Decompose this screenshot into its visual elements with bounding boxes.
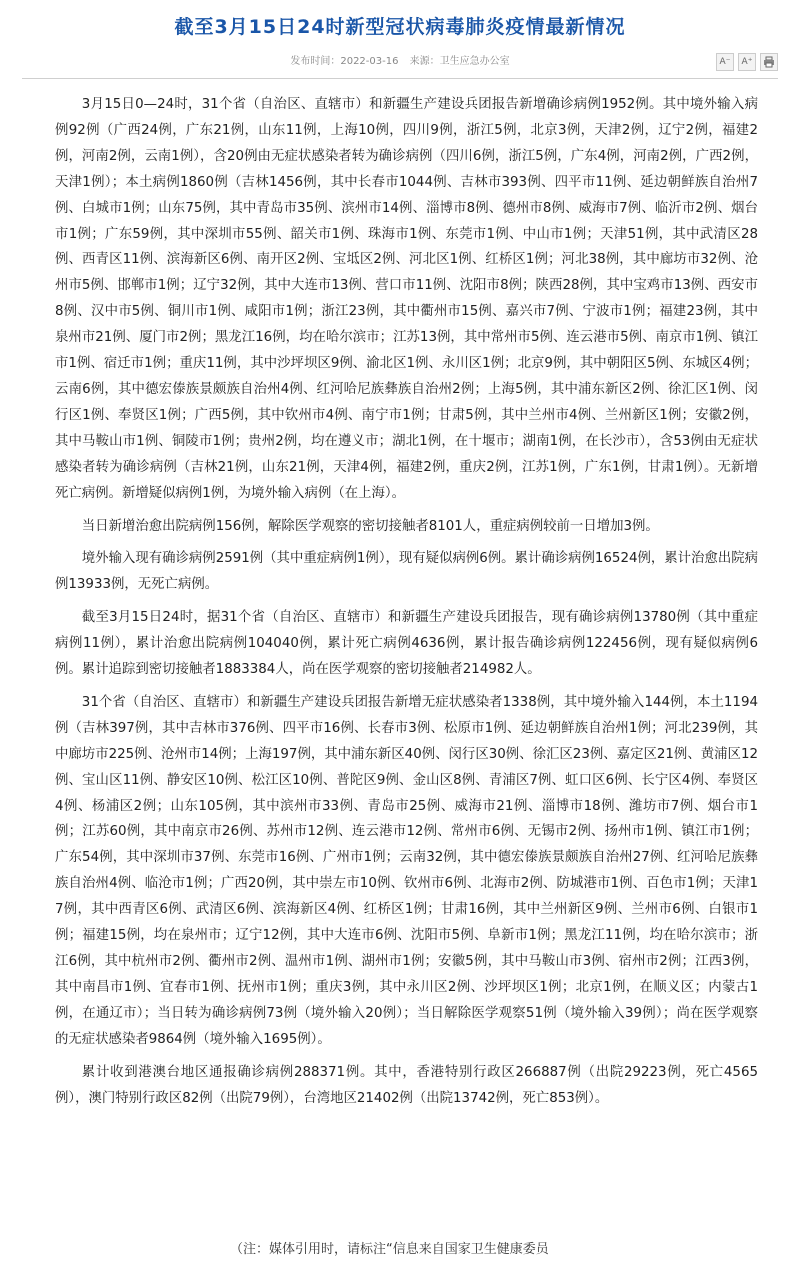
article-body xyxy=(55,92,758,1118)
font-smaller-button[interactable]: A⁻ xyxy=(716,53,734,71)
article-meta xyxy=(0,52,800,67)
paragraph-cumulative: 截至3月15日24时，据31个省（自治区、直辖市）和新疆生产建设兵团报告，现有确诊病例13780例（其中重症病例11例），累计治愈出院病例104040例，累计死亡病例4636例，累计报告确诊病例122456例，现有疑似病例6例。累计追踪到密切接触者1883384人，尚在医学观察的密切接触者214982人。 xyxy=(55,610,758,678)
fade-overlay xyxy=(615,1232,800,1262)
paragraph-imported: 境外输入现有确诊病例2591例（其中重症病例1例），现有疑似病例6例。累计确诊病例16524例，累计治愈出院病例13933例，无死亡病例。 xyxy=(55,551,758,593)
source-label: 来源：卫生应急办公室 xyxy=(409,56,510,67)
font-larger-button[interactable]: A⁺ xyxy=(738,53,756,71)
footer-note: （注：媒体引用时，请标注“信息来自国家卫生健康委员 xyxy=(230,1242,549,1257)
print-button[interactable] xyxy=(760,53,778,71)
publish-time: 发布时间：2022-03-16 xyxy=(290,56,399,67)
article-tools xyxy=(716,53,778,71)
paragraph-new-cases: 3月15日0—24时，31个省（自治区、直辖市）和新疆生产建设兵团报告新增确诊病例1952例。其中境外输入病例92例（广西24例，广东21例，山东11例，上海10例，四川9例，浙江5例，北京3例，天津2例，辽宁2例，福建2例，河南2例，云南1例），含20例由无症状感染者转为确诊病例（四川6例，浙江5例，广东4例，河南2例，广西2例，天津1例）；本土病例1860例（吉林1456例，其中长春市1044例、吉林市393例、四平市11例、延边朝鲜族自治州7例、白城市1例；山东75例，其中青岛市35例、滨州市14例、淄博市8例、德州市8例、威海市7例、临沂市2例、烟台市1例；广东59例，其中深圳市55例、韶关市1例、珠海市1例、东莞市1例、中山市1例；天津51例，其中武清区28例、西青区11例、滨海新区6例、南开区2例、宝坻区2例、河北区1例、红桥区1例；河北38例，其中廊坊市32例、沧州市5例、邯郸市1例；辽宁32例，其中大连市13例、营口市11例、沈阳市8例；陕西28例，其中宝鸡市13例、西安市8例、汉中市5例、铜川市1例、咸阳市1例；浙江23例，其中衢州市15例、嘉兴市7例、宁波市1例；福建23例，其中泉州市21例、厦门市2例；黑龙江16例，均在哈尔滨市；江苏13例，其中常州市5例、连云港市5例、南京市1例、镇江市1例、宿迁市1例；重庆11例，其中沙坪坝区9例、渝北区1例、永川区1例；北京9例，其中朝阳区5例、东城区4例；云南6例，其中德宏傣族景颇族自治州4例、红河哈尼族彝族自治州2例；上海5例，其中浦东新区2例、徐汇区1例、闵行区1例、奉贤区1例；广西5例，其中钦州市4例、南宁市1例；甘肃5例，其中兰州市4例、兰州新区1例；安徽2例，其中马鞍山市1例、铜陵市1例；贵州2例，均在遵义市；湖北1例，在十堰市；湖南1例，在长沙市），含53例由无症状感染者转为确诊病例（吉林21例，山东21例，天津4例，福建2例，重庆2例，江苏1例，广东1例，甘肃1例）。无新增死亡病例。新增疑似病例1例，为境外输入病例（在上海）。 xyxy=(55,97,758,501)
paragraph-discharged: 当日新增治愈出院病例156例，解除医学观察的密切接触者8101人，重症病例较前一日增加3例。 xyxy=(81,518,659,534)
print-icon xyxy=(763,56,775,68)
header-divider xyxy=(22,78,778,79)
paragraph-asymptomatic: 31个省（自治区、直辖市）和新疆生产建设兵团报告新增无症状感染者1338例，其中境外输入144例，本土1194例（吉林397例，其中吉林市376例、四平市16例、长春市3例、松原市1例、延边朝鲜族自治州1例；河北239例，其中廊坊市225例、沧州市14例；上海197例，其中浦东新区40例、闵行区30例、徐汇区23例、嘉定区21例、黄浦区12例、宝山区11例、静安区10例、松江区10例、普陀区9例、金山区8例、青浦区7例、虹口区6例、长宁区4例、奉贤区4例、杨浦区2例；山东105例，其中滨州市33例、青岛市25例、威海市21例、淄博市18例、潍坊市7例、烟台市1例；江苏60例，其中南京市26例、苏州市12例、连云港市12例、常州市6例、无锡市2例、扬州市1例、镇江市1例；广东54例，其中深圳市37例、东莞市16例、广州市1例；云南32例，其中德宏傣族景颇族自治州27例、红河哈尼族彝族自治州4例、临沧市1例；广西20例，其中崇左市10例、钦州市6例、北海市2例、防城港市1例、百色市1例；天津17例，其中西青区6例、武清区6例、滨海新区4例、红桥区1例；甘肃16例，其中兰州新区9例、兰州市6例、白银市1例；福建15例，均在泉州市；辽宁12例，其中大连市6例、沈阳市5例、阜新市1例；黑龙江11例，均在哈尔滨市；浙江6例，其中杭州市2例、衢州市2例、温州市1例、湖州市1例；安徽5例，其中马鞍山市3例、宿州市2例；江西3例，其中南昌市1例、宜春市1例、抚州市1例；重庆3例，其中永川区2例、沙坪坝区1例；北京1例，在顺义区；内蒙古1例，在通辽市）；当日转为确诊病例73例（境外输入20例）；当日解除医学观察51例（境外输入39例）；尚在医学观察的无症状感染者9864例（境外输入1695例）。 xyxy=(55,694,758,1047)
article-title: 截至3月15日24时新型冠状病毒肺炎疫情最新情况 xyxy=(174,16,626,38)
paragraph-hk-mo-tw: 累计收到港澳台地区通报确诊病例288371例。其中，香港特别行政区266887例（出院29223例，死亡4565例），澳门特别行政区82例（出院79例），台湾地区21402例（出院13742例，死亡853例）。 xyxy=(55,1064,758,1106)
